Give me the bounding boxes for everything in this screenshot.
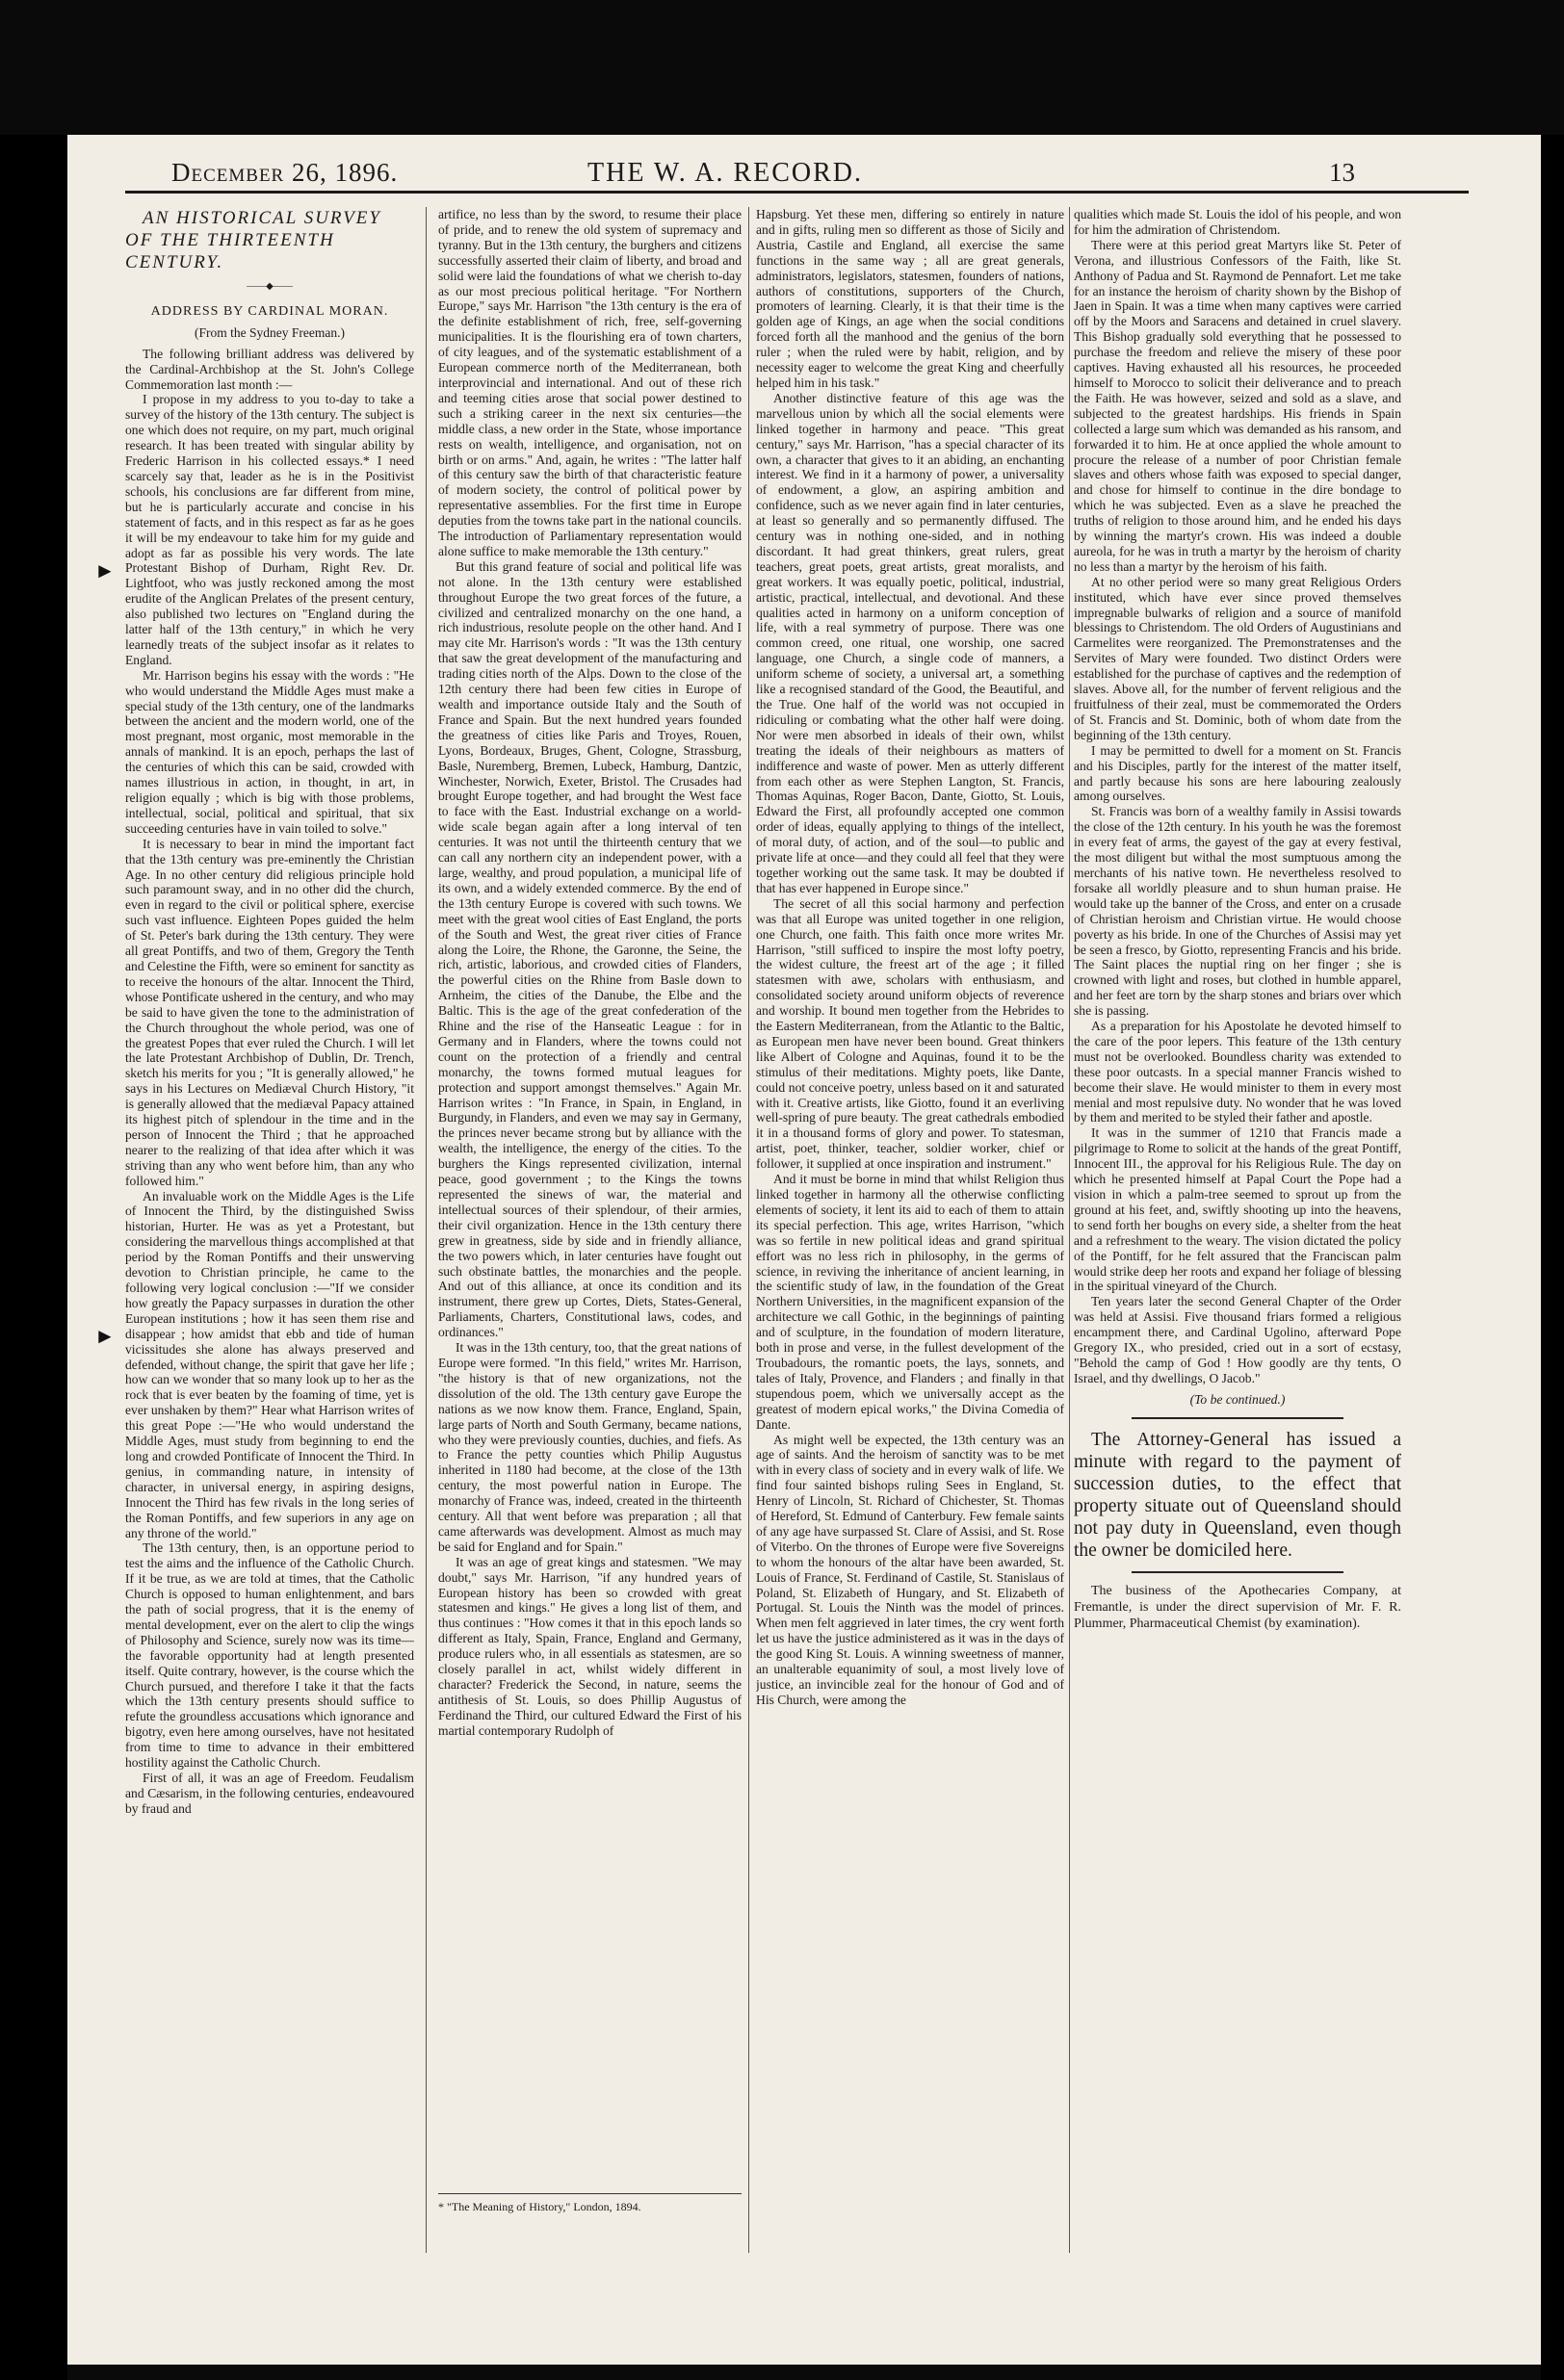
masthead-title: THE W. A. RECORD. — [587, 158, 864, 188]
column-2 — [438, 207, 742, 2258]
paragraph: As a preparation for his Apostolate he devoted himself to the care of the poor lepers. This feature of the 13th century must not be overlooked. Boundless charity was extended to these poor outcasts. In a special manner Francis wished to become their slave. He would minister to them in every most menial and most repulsive duty. No wonder that he was loved by them and merited to be styled their father and apostle. — [1074, 1019, 1401, 1125]
paragraph: It was an age of great kings and statesmen. "We may doubt," says Mr. Harrison, "if any hundred years of European history has been so crowded with great statesmen and kings." He gives a long list of them, and thus continues : "How comes it that in this epoch lands so different as Italy, Spain, France, England and Germany, produce rulers who, in all essentials as statesmen, are so closely parallel in act, whilst widely different in character? Frederick the Second, in nature, seems the antithesis of St. Louis, so does Phillip Augustus of Ferdinand the Third, our cultured Edward the First of his martial contemporary Rudolph of — [438, 1554, 742, 1738]
paragraph: And it must be borne in mind that whilst Religion thus linked together in harmony all the otherwise conflicting elements of society, it lent its aid to each of them to attain its special perfection. This age, writes Harrison, "which was so fertile in new political ideas and grand spiritual effort was no less rich in philosophy, in the germs of science, in reviving the inheritance of ancient learning, in the scientific study of law, in the foundation of the Great Northern Universities, in the magnificent expansion of the architecture we call Gothic, in the beginnings of painting and of sculpture, in the foundation of modern literature, both in prose and verse, in the fullest development of the Troubadours, the romantic poets, the lays, sonnets, and tales of Italy, Provence, and Flanders ; and finally in that stupendous poem, which we universally accept as the greatest of modern epical works," the Divina Comedia of Dante. — [756, 1172, 1064, 1432]
paragraph: It was in the 13th century, too, that the great nations of Europe were formed. "In this field," writes Mr. Harrison, "the history is that of new organizations, not the dissolution of the old. The 13th century gave Europe the nations as we now know them. France, England, Spain, large parts of North and South Germany, became nations, who they were previously counties, duchies, and fiefs. As to France the petty counties which Philip Augustus inherited in 1180 had become, at the close of the 13th century, the most powerful nation in Europe. The monarchy of France was, indeed, created in the thirteenth century. All that went before was preparation ; all that came afterwards was development. Almost as much may be said for England and for Spain." — [438, 1340, 742, 1554]
paragraph: There were at this period great Martyrs like St. Peter of Verona, and illustrious Confessors of the Faith, like St. Anthony of Padua and St. Raymond de Pennafort. Let me take for an instance the heroism of charity shown by the Bishop of Jaen in Spain. It was a time when many captives were carried off by the Moors and Saracens and detained in cruel slavery. This Bishop gradually sold everything that he possessed to purchase the freedom and relieve the misery of these poor captives. Having exhausted all his resources, he proceeded himself to Morocco to solicit their deliverance and to preach the Faith. He was however, seized and sold as a slave, and subjected to the greatest hardships. His friends in Spain collected a large sum which was demanded as his ransom, and forwarded it to him. He at once applied the whole amount to procure the release of a number of poor Christian female slaves and others whose faith was exposed to special danger, and chose for himself to continue in the dire bondage to which he was subjected. Even as a slave he preached the truths of religion to those around him, and he ended his days by winning the martyr's crown. His was indeed a double aureola, for he was in truth a martyr by the heroism of charity no less than a martyr by the heroism of his faith. — [1074, 237, 1401, 574]
margin-arrow-icon: ► — [94, 1324, 116, 1348]
paragraph: The secret of all this social harmony and perfection was that all Europe was united together in one religion, one Church, one faith. This faith once more writes Mr. Harrison, "still sufficed to inspire the most lofty poetry, the widest culture, the freest art of the age ; it filled statesmen with awe, scholars with enthusiasm, and consolidated society around uniform objects of reverence and worship. It bound men together from the Hebrides to the Eastern Mediterranean, from the Atlantic to the Baltic, as European men have never been bound. Great thinkers like Albert of Cologne and Aquinas, found it to be the stimulus of their meditations. Mighty poets, like Dante, could not conceive poetry, unless based on it and saturated with it. Creative artists, like Giotto, found it an everliving well-spring of pure beauty. The great cathedrals embodied it in a thousand forms of glory and power. To statesman, artist, poet, thinker, teacher, soldier worker, chief or follower, it supplied at once inspiration and instrument." — [756, 895, 1064, 1172]
paragraph: It was in the summer of 1210 that Francis made a pilgrimage to Rome to solicit at the hands of the great Pontiff, Innocent III., the approval for his Religious Rule. The day on which he presented himself at Papal Court the Pope had a vision in which a palm-tree seemed to sprout up from the ground at his feet, and, swiftly shooting up into the heavens, to send forth her boughs on every side, a shelter from the heat and a refreshment to the weary. The vision dictated the policy of the Pontiff, for he felt assured that the Franciscan palm would strike deep her roots and expand her foliage of blessing in the spiritual vineyard of the Church. — [1074, 1125, 1401, 1294]
article-byline: ADDRESS BY CARDINAL MORAN. — [150, 303, 389, 319]
column-3 — [756, 207, 1064, 2258]
column-rule — [748, 207, 749, 2253]
paragraph: Mr. Harrison begins his essay with the words : "He who would understand the Middle Ages must make a special study of the 13th century, one of the landmarks between the ancient and the modern world, one of the most pregnant, most organic, most memorable in the annals of mankind. It is an epoch, perhaps the last of the centuries of which this can be said, crowded with names illustrious in action, in thought, in art, in religion equally ; which is big with those problems, intellectual, social, political and spiritual, that six succeeding centuries have in vain toiled to solve." — [125, 667, 414, 836]
footnote: * "The Meaning of History," London, 1894. — [438, 2193, 742, 2214]
paragraph: Ten years later the second General Chapter of the Order was held at Assisi. Five thousand friars formed a religious encampment there, and Cardinal Ugolino, afterward Pope Gregory IX., who presided, cried out in a sort of ecstasy, "Behold the camp of God ! How goodly are thy tents, O Israel, and thy dwellings, O Jacob." — [1074, 1294, 1401, 1385]
apothecaries-notice: The business of the Apothecaries Company, at Fremantle, is under the direct supervision of Mr. F. R. Plummer, Pharmaceutical Chemist (by examination). — [1074, 1583, 1401, 1631]
paragraph: But this grand feature of social and political life was not alone. In the 13th century were established throughout Europe the two great forces of the future, a civilized and centralized monarchy on the one hand, a rich industrious, resolute people on the other hand. And I may cite Mr. Harrison's words : "It was the 13th century that saw the great development of the manufacturing and trading cities north of the Alps. Down to the close of the 12th century there had been few cities in Europe of wealth and importance outside Italy and the South of France and Spain. But the next hundred years founded the greatness of cities like Paris and Troyes, Rouen, Lyons, Bordeaux, Bruges, Ghent, Cologne, Strassburg, Basle, Nuremberg, Bremen, Lubeck, Hamburg, Dantzic, Winchester, Norwich, Exeter, Bristol. The Crusades had brought Europe together, and had brought the West face to face with the East. Industrial exchange on a world-wide scale began again after a long interval of ten centuries. It was not until the thirteenth century that we can call any northern city an independent power, with a large, wealthy, and proud population, a municipal life of its own, and a widely extended commerce. By the end of the 13th century Europe is covered with such towns. We meet with the great wool cities of East England, the ports of the South and West, the great river cities of France along the Loire, the Rhone, the Garonne, the Seine, the rich, artistic, laborious, and crowded cities of Flanders, the powerful cities on the Rhine from Basle down to Arnheim, the cities of the Danube, the Elbe and the Baltic. This is the age of the great confederation of the Rhine and the rise of the Hanseatic League : for in Germany and in Flanders, where the towns could not count on the protection of a friendly and central monarchy, the towns formed mutual leagues for protection and support amongst themselves." Again Mr. Harrison writes : "In France, in Spain, in England, in Burgundy, in Flanders, and even we may say in Germany, the princes never became strong but by alliance with the wealth, the intelligence, the energy of the cities. To the burghers the Kings represented civilization, internal peace, good government ; to the Kings the towns represented the sinews of war, the material and intellectual sources of their splendour, of their armies, their civil organization. Hence in the 13th century there grew in greatness, side by side and in friendly alliance, the two powers which, in later centuries have fought out such obstinate battles, the monarchies and the people. And out of this alliance, at once its condition and its instrument, there grew up Cortes, Diets, States-General, Parliaments, Charters, Constitutional laws, codes, and ordinances." — [438, 558, 742, 1340]
header-rule — [125, 191, 1469, 194]
section-rule — [1132, 1417, 1343, 1419]
to-be-continued: (To be continued.) — [1189, 1391, 1286, 1407]
paragraph: At no other period were so many great Religious Orders instituted, which have ever since proved themselves impregnable bulwarks of religion and a source of manifold blessings to Christendom. The old Orders of Augustinians and Carmelites were reorganized. The Premonstratenses and the Servites of Mary were founded. Two distinct Orders were established for the purchase of captives and the redemption of slaves. Above all, for the number of fervent religious and the fruitfulness of their zeal, must be commemorated the Orders of St. Francis and St. Dominic, both of whom date from the beginning of the 13th century. — [1074, 574, 1401, 742]
paragraph: It is necessary to bear in mind the important fact that the 13th century was pre-eminently the Christian Age. In no other century did religious principle hold such paramount sway, and in no other did the church, even in regard to the civil or political sphere, exercise such vast influence. Eighteen Popes guided the helm of St. Peter's bark during the 13th century. They were all great Pontiffs, and two of them, Gregory the Tenth and Celestine the Fifth, were so eminent for sanctity as to receive the honours of the altar. Innocent the Third, whose Pontificate ushered in the century, and who may be said to have given the tone to the administration of the Church throughout the whole period, was one of the greatest Popes that ever ruled the Church. I will let the late Protestant Archbishop of Dublin, Dr. Trench, sketch his merits for you ; "It is generally allowed," he says in his Lectures on Mediæval Church History, "it is generally allowed that the mediæval Papacy attained its highest pitch of splendour in the time and in the person of Innocent the Third ; that he approached nearer to the realizing of that idea after which it was striving than any who went before him, than any who followed him." — [125, 836, 414, 1188]
paragraph: qualities which made St. Louis the idol of his people, and won for him the admiration of Christendom. — [1074, 207, 1401, 237]
paragraph: As might well be expected, the 13th century was an age of saints. And the heroism of sanctity was to be met with in every class of society and in every walk of life. We find four sainted bishops ruling Sees in England, St. Henry of Lincoln, St. Richard of Chichester, St. Thomas of Hereford, St. Edmund of Canterbury. Few female saints of any age have surpassed St. Clare of Assisi, and St. Rose of Viterbo. On the thrones of Europe were five Sovereigns to whom the honours of the altar have been awarded, St. Louis of France, St. Ferdinand of Castile, St. Stanislaus of Poland, St. Elizabeth of Hungary, and St. Elizabeth of Portugal. St. Louis the Ninth was the model of princes. When men felt aggrieved in later times, the cry went forth let us have the justice administered as it was in the days of the good King St. Louis. A winning sweetness of manner, an unalterable equanimity of soul, a most lively love of justice, an invincible zeal for the honour of God and of His Church, were among the — [756, 1432, 1064, 1707]
section-rule — [1132, 1571, 1343, 1573]
article-source: (From the Sydney Freeman.) — [195, 324, 345, 340]
ornament-diamond-icon: ——◆—— — [247, 281, 293, 292]
paragraph: The 13th century, then, is an opportune period to test the aims and the influence of the Catholic Church. If it be true, as we are told at times, that the Catholic Church is opposed to human enlightenment, and bars the path of social progress, that it is the enemy of mental development, ever on the alert to clip the wings of Philosophy and Science, surely now was its time—the favorable opportunity had at length presented itself. Quite contrary, however, is the course which the Church pursued, and therefore I take it that the facts which the 13th century presents should suffice to refute the groundless accusations which ignorance and bigotry, even here among ourselves, have not hesitated from time to time to advance in their embittered hostility against the Catholic Church. — [125, 1540, 414, 1771]
paragraph: The following brilliant address was delivered by the Cardinal-Archbishop at the St. John's College Commemoration last month :— — [125, 346, 414, 392]
column-4 — [1074, 207, 1401, 2258]
article-title: AN HISTORICAL SURVEY OF THE THIRTEENTH CENTURY. — [125, 208, 381, 272]
paragraph: artifice, no less than by the sword, to resume their place of pride, and to renew the old system of supremacy and tyranny. But in the 13th century, the burghers and citizens successfully asserted their claim of liberty, and broad and solid were laid the foundations of what we cherish to-day as our most precious political heritage. "For Northern Europe," says Mr. Harrison "the 13th century is the era of the definite establishment of rich, free, self-governing municipalities. It is the flourishing era of town charters, of city leagues, and of the systematic establishment of a European commerce north of the Mediterranean, both interprovincial and international. And out of these rich and teeming cities arose that social power destined to such a striking career in the next six centuries—the middle class, a new order in the State, whose importance rests on wealth, intelligence, and organisation, not on birth or on arms." And, again, he writes : "The latter half of this century saw the birth of that characteristic feature of modern society, the control of political power by representative assemblies. For the first time in Europe deputies from the towns take part in the national councils. The introduction of Parliamentary representation would alone suffice to make memorable the 13th century." — [438, 207, 742, 558]
page-header — [96, 144, 1358, 188]
paragraph: Hapsburg. Yet these men, differing so entirely in nature and in gifts, ruling men so different as those of Sicily and Austria, Castile and England, all exercise the same functions in the same way ; all are great generals, administrators, legislators, statesmen, founders of nations, authors of constitutions, supporters of the Church, promoters of learning. Clearly, it is that their time is the golden age of Kings, an age when the social conditions forced forth all the manhood and the genius of the born ruler ; when the ruled were by habit, religion, and by necessity eager to welcome the great King and cheerfully helped him in his task." — [756, 207, 1064, 390]
paragraph: An invaluable work on the Middle Ages is the Life of Innocent the Third, by the distinguished Swiss historian, Hurter. He was as yet a Protestant, but considering the marvellous things accomplished at that period by the Roman Pontiffs and their unswerving devotion to Christian principle, he came to the following very logical conclusion :—"If we consider how greatly the Papacy surpasses in duration the other European institutions ; how it has seen them rise and disappear ; how amidst that ebb and tide of human vicissitudes she alone has always preserved and defended, without change, the spirit that gave her life ; how can we wonder that so many look up to her as the rock that is ever beaten by the foaming of time, yet is ever unshaken by them?" Hear what Harrison writes of this great Pope :—"He who would understand the Middle Ages, must study from beginning to end the long and crowded Pontificate of Innocent the Third. In genius, in commanding nature, in intensity of character, in universal energy, in aspiring designs, Innocent the Third has few rivals in the long series of the Roman Pontiffs, and few superiors in any age on any throne of the world." — [125, 1188, 414, 1540]
margin-arrow-icon: ► — [94, 558, 116, 582]
column-rule — [1069, 207, 1070, 2253]
column-1 — [125, 207, 414, 2258]
page-number: 13 — [1329, 158, 1355, 187]
paragraph: St. Francis was born of a wealthy family in Assisi towards the close of the 12th century. In his youth he was the foremost in every feat of arms, the gayest of the gay at every festival, the most diligent but withal the most sumptuous among the merchants of his native town. He nevertheless resolved to forsake all worldly pleasure and to shun human praise. He would take up the banner of the Cross, and enter on a crusade of Christian heroism and Christian virtue. He would choose poverty as his bride. In one of the Churches of Assisi may yet be seen a fresco, by Giotto, representing Francis and his bride. The Saint places the nuptial ring on her finger ; she is crowned with light and roses, but clothed in humble apparel, and her feet are torn by the sharp stones and briars over which she is passing. — [1074, 804, 1401, 1019]
issue-date: December 26, 1896. — [171, 158, 399, 187]
paragraph: I may be permitted to dwell for a moment on St. Francis and his Disciples, partly for the interest of the matter itself, and partly because his sons are here labouring zealously among ourselves. — [1074, 742, 1401, 804]
paragraph: First of all, it was an age of Freedom. Feudalism and Cæsarism, in the following centuries, endeavoured by fraud and — [125, 1771, 414, 1816]
paragraph: Another distinctive feature of this age was the marvellous union by which all the social elements were linked together in harmony and peace. "This great century," says Mr. Harrison, "has a special character of its own, a character that gives to it an abiding, an enchanting interest. We find in it a harmony of power, a universality of endowment, a glow, an aspiring ambition and confidence, such as we never again find in later centuries, at least so generally and so permanently diffused. The century was in nothing one-sided, and in nothing discordant. It had great thinkers, great rulers, great teachers, great poets, great artists, great moralists, and great workers. It was equally poetic, political, industrial, artistic, practical, intellectual, and devotional. And these qualities acted in harmony on a uniform conception of life, with a real symmetry of purpose. There was one common creed, one ritual, one worship, one sacred language, one Church, a single code of manners, a uniform scheme of society, a universal art, a something like a recognised standard of the Good, the Beautiful, and the True. One half of the world was not occupied in ridiculing or combating what the other half were doing. Nor were men absorbed in ideals of their own, whilst treating the ideals of their neighbours as matters of indifference and waste of power. Men as utterly different from each other as were Stephen Langton, St. Francis, Thomas Aquinas, Roger Bacon, Dante, Giotto, St. Louis, Edward the First, all profoundly accepted one common order of ideas, equally applying to things of the intellect, of moral duty, of action, and of the soul—to public and private life at once—and they could all feel that they were together working out the same task. It may be doubted if that has ever happened in Europe since." — [756, 390, 1064, 895]
scan-border-top — [0, 0, 1564, 135]
paragraph: I propose in my address to you to-day to take a survey of the history of the 13th century. The subject is one which does not require, on my part, much original research. It has been treated with singular ability by Frederic Harrison in his collected essays.* I need scarcely say that, leader as he is in the Positivist schools, his conclusions are far different from mine, but he is particularly accurate and concise in his statement of facts, and in this respect as far as he goes it will be my endeavour to take him for my guide and adopt as far as possible his very words. The late Protestant Bishop of Durham, Right Rev. Dr. Lightfoot, who was justly reckoned among the most erudite of the Anglican Prelates of the present century, also published two lectures on "England during the latter half of the 13th century," in which he very learnedly treats of the subject insofar as it relates to England. — [125, 392, 414, 667]
attorney-notice: The Attorney-General has issued a minute with regard to the payment of succession duties, to the effect that property situate out of Queensland should not pay duty in Queensland, even though the owner be domiciled here. — [1074, 1429, 1401, 1561]
column-rule — [426, 207, 427, 2253]
scan-border-bottom — [67, 2365, 1541, 2380]
